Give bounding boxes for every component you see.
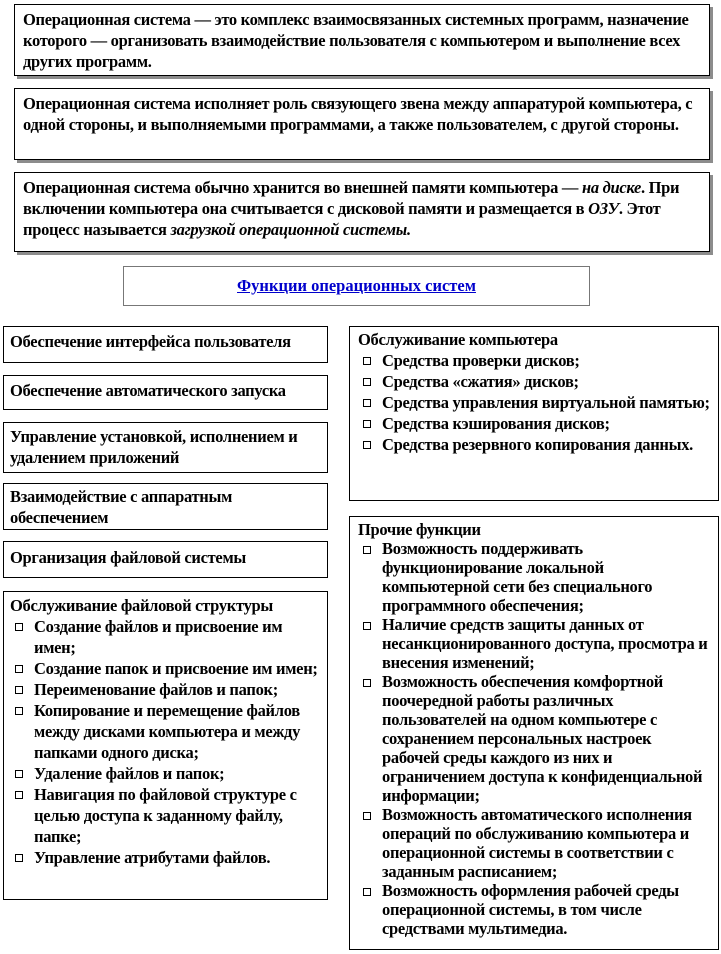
list-item: Средства проверки дисков; [358, 350, 710, 371]
storage-box [14, 172, 710, 252]
computer-service-title: Обслуживание компьютера [358, 330, 558, 349]
file-structure-list [10, 616, 321, 868]
storage-paragraph: Операционная система обычно хранится во внешней памяти компьютера — на диске. При включении компьютера она считывается с дисковой памяти и размещается в ОЗУ. Этот процесс называется загрузкой операционной системы. [23, 178, 680, 239]
list-item: Возможность автоматического исполнения операций по обслуживанию компьютера и операционной системы в соответствии с заданным расписанием; [358, 805, 710, 881]
file-structure-title: Обслуживание файловой структуры [10, 596, 273, 615]
list-item: Средства кэширования дисков; [358, 413, 710, 434]
computer-service-box [349, 326, 719, 501]
list-item: Удаление файлов и папок; [10, 763, 321, 784]
list-item: Возможность оформления рабочей среды операционной системы, в том числе средствами мультимедиа. [358, 881, 710, 938]
other-functions-box [349, 516, 719, 950]
list-item: Средства резервного копирования данных. [358, 434, 710, 455]
role-box [14, 88, 710, 160]
list-item: Создание папок и присвоение им имен; [10, 658, 321, 679]
list-item: Наличие средств защиты данных от несанкционированного доступа, просмотра и внесения изменений; [358, 615, 710, 672]
filesystem-box: Организация файловой системы [3, 541, 328, 578]
interface-box: Обеспечение интерфейса пользователя [3, 326, 328, 363]
list-item: Копирование и перемещение файлов между дисками компьютера и между папками одного диска; [10, 700, 321, 763]
list-item: Переименование файлов и папок; [10, 679, 321, 700]
file-structure-box [3, 591, 328, 900]
list-item: Навигация по файловой структуре с целью доступа к заданному файлу, папке; [10, 784, 321, 847]
list-item: Создание файлов и присвоение им имен; [10, 616, 321, 658]
definition-text: — это комплекс взаимосвязанных системных программ, назначение которого — организовать взаимодействие пользователя с компьютером и выполнение всех других программ. [23, 10, 689, 71]
list-item: Средства «сжатия» дисков; [358, 371, 710, 392]
functions-title-box [123, 266, 590, 306]
role-paragraph: Операционная система исполняет роль связующего звена между аппаратурой компьютера, с одной стороны, и выполняемыми программами, а также пользователем, с другой стороны. [23, 94, 693, 134]
boot-term: загрузкой операционной системы. [170, 220, 411, 239]
definition-paragraph [23, 9, 701, 72]
list-item: Средства управления виртуальной памятью; [358, 392, 710, 413]
definition-term: Операционная система [23, 10, 191, 29]
autostart-box: Обеспечение автоматического запуска [3, 375, 328, 410]
functions-title: Функции операционных систем [237, 276, 476, 295]
list-item: Возможность обеспечения комфортной поочередной работы различных пользователей на одном компьютере с сохранением персональных настроек рабочей среды каждого из них и ограничением доступа к конфиденциальной информации; [358, 672, 710, 805]
list-item: Управление атрибутами файлов. [10, 847, 321, 868]
apps-box: Управление установкой, исполнением и удалением приложений [3, 422, 328, 473]
list-item: Возможность поддерживать функционирование локальной компьютерной сети без специального программного обеспечения; [358, 539, 710, 615]
other-functions-list [358, 539, 710, 938]
computer-service-list [358, 350, 710, 455]
other-functions-title: Прочие функции [358, 520, 481, 539]
hardware-box: Взаимодействие с аппаратным обеспечением [3, 483, 328, 530]
definition-box [14, 4, 710, 76]
